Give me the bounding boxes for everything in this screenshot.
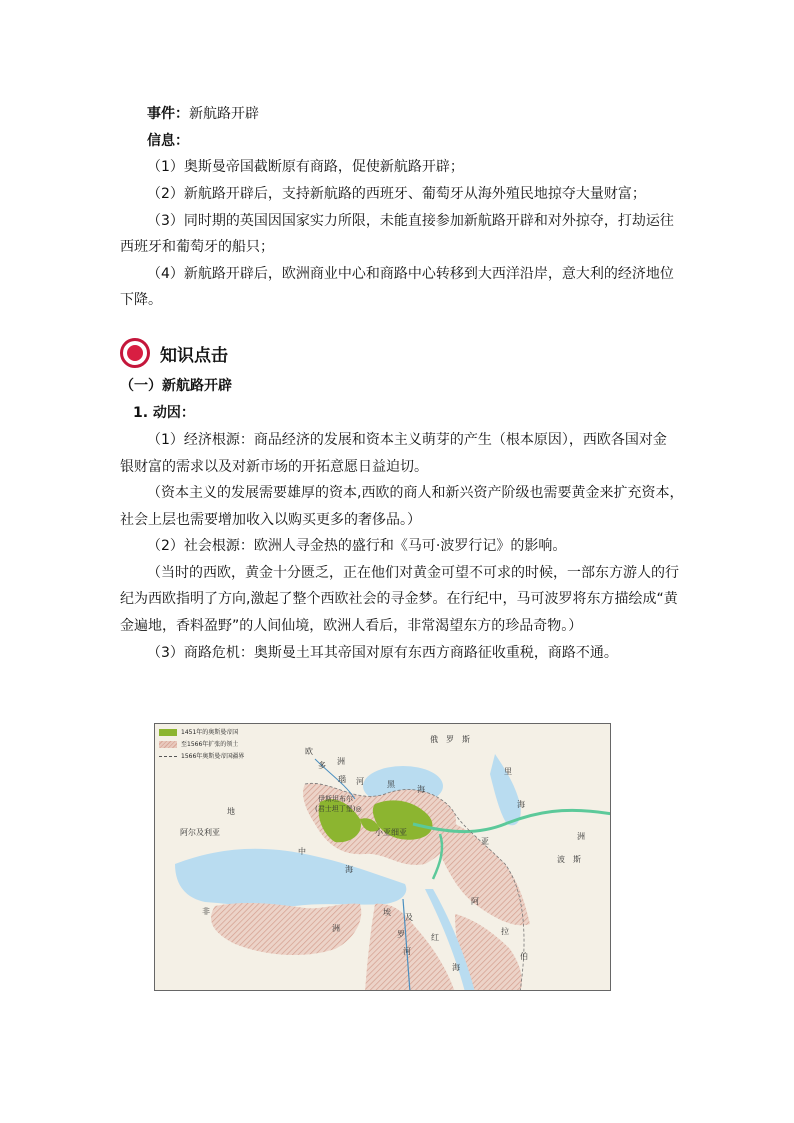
label-red-sea: 海 [452,963,460,972]
label-black-sea: 海 [417,785,425,794]
label-nile: 罗 [397,930,405,939]
label-africa: 洲 [332,924,340,933]
paragraph-line: （资本主义的发展需要雄厚的资本,西欧的商人和新兴资产阶级也需要黄金来扩充资本， [147,485,684,501]
info-item-2: （2）新航路开辟后，支持新航路的西班牙、葡萄牙从海外殖民地掠夺大量财富； [147,186,646,202]
event-label: 事件： [147,106,189,122]
label-algeria: 阿尔及利亚 [180,828,220,837]
label-nile: 河 [403,947,411,956]
item-heading: 1. 动因： [133,405,195,421]
label-mediterranean: 中 [298,847,306,856]
section-header [120,338,228,368]
info-item-3: （3）同时期的英国因国家实力所限，未能直接参加新航路开辟和对外掠夺，打劫运往 [147,213,674,229]
paragraph-line: （当时的西欧，黄金十分匮乏，正在他们对黄金可望不可求的时候，一部东方游人的行 [147,565,679,581]
label-caspian: 里 [504,767,512,776]
legend-item: 1451年的奥斯曼帝国 [159,728,244,737]
paragraph-line: （1）经济根源：商品经济的发展和资本主义萌芽的产生（根本原因），西欧各国对金 [147,432,667,448]
label-nile: 埃 [383,908,391,917]
label-arabia: 伯 [520,952,528,961]
label-asia-minor: 小亚细亚 [375,828,407,837]
label-africa: 非 [202,907,210,916]
map-legend [159,728,244,764]
subsection-title: （一）新航路开辟 [120,378,232,394]
paragraph-line: （3）商路危机：奥斯曼土耳其帝国对原有东西方商路征收重税，商路不通。 [147,645,618,661]
paragraph-line: 金遍地，香料盈野”的人间仙境，欧洲人看后，非常渴望东方的珍品奇物。） [120,618,583,634]
label-europe: 洲 [337,757,345,766]
label-arabia: 阿 [471,897,479,906]
info-item-1: （1）奥斯曼帝国截断原有商路，促使新航路开辟； [147,159,464,175]
paragraph-line: 社会上层也需要增加收入以购买更多的奢侈品。） [120,512,421,528]
paragraph-line: （2）社会根源：欧洲人寻金热的盛行和《马可·波罗行记》的影响。 [147,538,567,554]
event-line [147,104,259,124]
label-danube: 河 [356,777,364,786]
label-nile: 及 [405,913,413,922]
paragraph-line: 银财富的需求以及对新市场的开拓意愿日益迫切。 [120,459,428,475]
label-danube: 瑙 [338,775,346,784]
info-item-4-cont: 下降。 [120,292,162,308]
label-arabia: 拉 [501,927,509,936]
label-mediterranean: 地 [227,807,235,816]
label-red-sea: 红 [431,933,439,942]
target-icon [120,338,150,368]
label-europe: 欧 [305,747,313,756]
legend-item: 至1566年扩张的领土 [159,740,244,749]
label-constantinople: (君士坦丁堡)◎ [315,805,362,813]
info-item-3-cont: 西班牙和葡萄牙的船只； [120,239,274,255]
info-label: 信息： [147,133,189,149]
section-title: 知识点击 [160,345,228,366]
ottoman-empire-map [154,723,611,991]
label-persia: 波 斯 [557,855,581,864]
label-black-sea: 黑 [387,780,395,789]
label-istanbul: 伊斯坦布尔 [318,795,353,803]
label-asia: 亚 [481,837,489,846]
event-text: 新航路开辟 [189,106,259,122]
info-item-4: （4）新航路开辟后，欧洲商业中心和商路中心转移到大西洋沿岸，意大利的经济地位 [147,266,674,282]
label-caspian: 海 [517,800,525,809]
legend-item: 1566年奥斯曼帝国疆界 [159,752,244,761]
paragraph-line: 纪为西欧指明了方向,激起了整个西欧社会的寻金梦。在行纪中，马可波罗将东方描绘成“黄 [120,591,678,607]
label-mediterranean: 海 [345,865,353,874]
label-danube: 多 [318,761,326,770]
map-graphic [155,724,611,991]
label-russia: 俄 罗 斯 [430,735,470,744]
label-asia: 洲 [577,832,585,841]
